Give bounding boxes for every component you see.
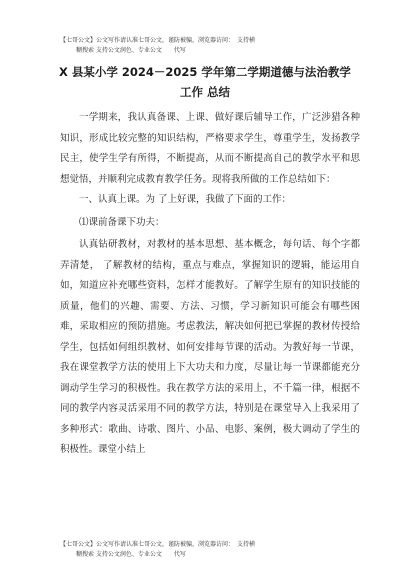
paragraph-section-1: 一、认真上课。为 了上好课，我做了下面的工作：	[79, 194, 292, 205]
document-body	[60, 108, 360, 461]
paragraph-intro: 一学期来，我认真备课、上课、做好课后辅导工作，广泛涉猎各种知识，形成比较完整的知识结构，严格要求学生，尊重学生，发扬教学民主，使学生学有所得，不断提高，从而不断提高自己的教学水平和思想觉悟，并顺利完成教育教学任务。现将我所做的工作总结如下：	[60, 112, 360, 185]
footer-line-2: 糊搜索 支持公文润色、专业公文 代写	[76, 551, 186, 558]
header-line-1: 【七哥公文】公文写作请认准七哥公文，谨防被骗，浏览器访问： 支持横	[60, 37, 256, 44]
paragraph-content: 认真钻研教材，对教材的基本思想、基本概念，每句话、每个字都弄清楚， 了解教材的结构，重点与难点，掌握知识的逻辑，能运用自如，知道应补充哪些资料，怎样才能教好。了解学生原有的知识技能的质量，他们的兴趣、需要、方法、习惯，学习新知识可能会有哪些困难，采取相应的预防措施。考虑教法，解决如何把已掌握的教材传授给学生，包括如何组织教材、如何安排每节课的活动。为教好每一节课，我在课堂教学方法的使用上下大功夫和力度，尽量让每一节课都能充分调动学生学习的积极性。我在教学方法的采用上，不千篇一律，根据不同的教学内容灵活采用不同的教学方法，特别是在课堂导入上我采用了多种形式：歌曲、诗歌、图片、小品、电影、案例，极大调动了学生的积极性。课堂小结上	[60, 239, 360, 455]
paragraph-subsection-1: ⑴课前备课下功夫：	[79, 216, 165, 228]
header-line-2: 糊搜索 支持公文润色、专业公文 代写	[76, 47, 186, 54]
footer-line-1: 【七哥公文】公文写作请认准七哥公文，谨防被骗，浏览器访问： 支持横	[60, 541, 256, 548]
document-title	[30, 62, 380, 102]
page-footer	[60, 540, 360, 560]
title-line-2: 工作 总结	[179, 85, 230, 99]
title-line-1: X 县某小学 2024－2025 学年第二学期道德与法治教学	[59, 65, 351, 79]
page-header	[60, 36, 360, 56]
